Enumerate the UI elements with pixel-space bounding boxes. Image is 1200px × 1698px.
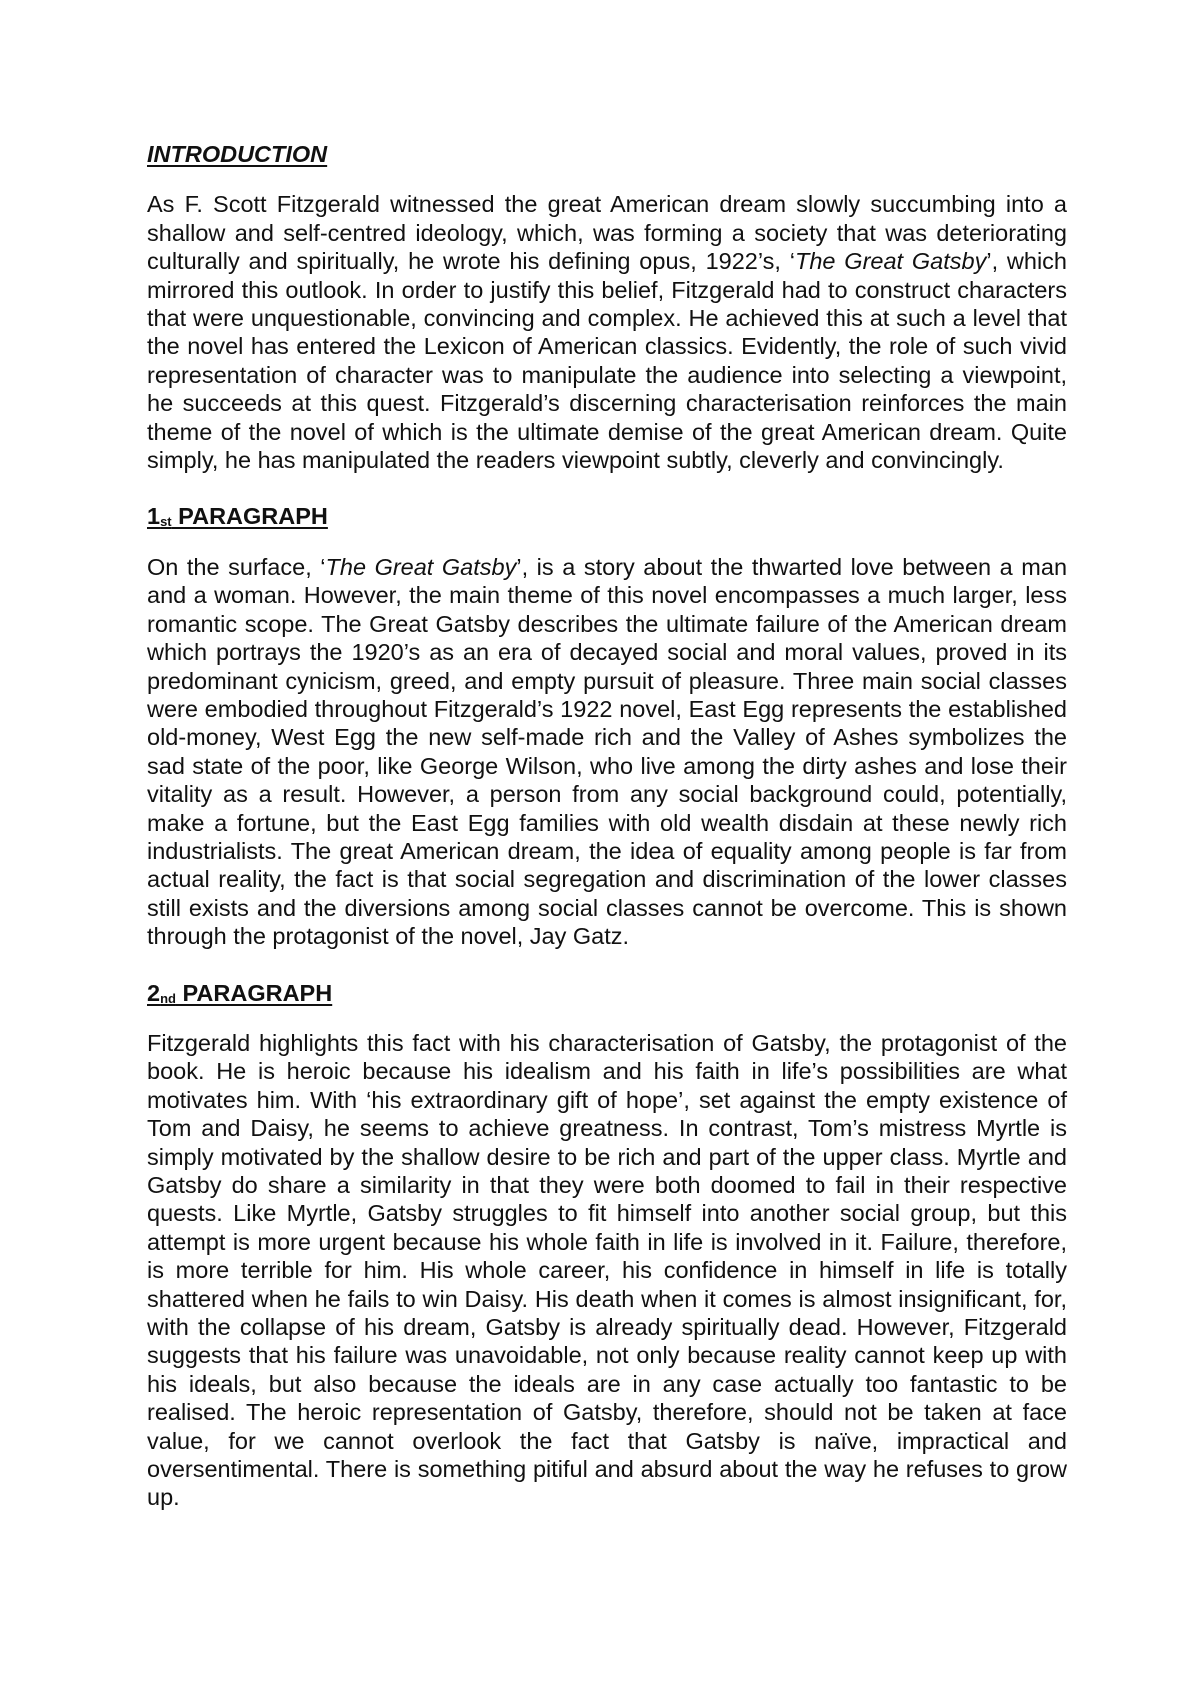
- introduction-paragraph: [147, 190, 1067, 474]
- introduction-text-2: ’, which mirrored this outlook. In order to justify this belief, Fitzgerald had to construct characters that were unquestionable, convincing and complex. He achieved this at such a level that the novel has entered the Lexicon of American classics. Evidently, the role of such vivid representation of character was to manipulate the audience into selecting a viewpoint, he succeeds at this quest. Fitzgerald’s discerning characterisation reinforces the main theme of the novel of which is the ultimate demise of the great American dream. Quite simply, he has manipulated the readers viewpoint subtly, cleverly and convincingly.: [147, 248, 1067, 474]
- book-title: The Great Gatsby: [325, 553, 517, 580]
- heading-first-paragraph: [147, 502, 1067, 530]
- heading-introduction: INTRODUCTION: [147, 141, 328, 167]
- second-paragraph: Fitzgerald highlights this fact with his characterisation of Gatsby, the protagonist of the book. He is heroic because his idealism and his faith in life’s possibilities are what motivates him. With ‘his extraordinary gift of hope’, set against the empty existence of Tom and Daisy, he seems to achieve greatness. In contrast, Tom’s mistress Myrtle is simply motivated by the shallow desire to be rich and part of the upper class. Myrtle and Gatsby do share a similarity in that they were both doomed to fail in their respective quests. Like Myrtle, Gatsby struggles to fit himself into another social group, but this attempt is more urgent because his whole faith in life is involved in it. Failure, therefore, is more terrible for him. His whole career, his confidence in himself in life is totally shattered when he fails to win Daisy. His death when it comes is almost insignificant, for, with the collapse of his dream, Gatsby is already spiritually dead. However, Fitzgerald suggests that his failure was unavoidable, not only because reality cannot keep up with his ideals, but also because the ideals are in any case actually too fantastic to be realised. The heroic representation of Gatsby, therefore, should not be taken at face value, for we cannot overlook the fact that Gatsby is naïve, impractical and oversentimental. There is something pitiful and absurd about the way he refuses to grow up.: [147, 1029, 1067, 1511]
- first-paragraph-text-1: On the surface, ‘: [147, 553, 326, 580]
- heading-number: 2: [147, 979, 161, 1006]
- heading-ordinal-suffix: nd: [160, 990, 176, 1006]
- first-paragraph-text-2: ’, is a story about the thwarted love between a man and a woman. However, the main theme of this novel encompasses a much larger, less romantic scope. The Great Gatsby describes the ultimate failure of the American dream which portrays the 1920’s as an era of decayed social and moral values, proved in its predominant cynicism, greed, and empty pursuit of pleasure. Three main social classes were embodied throughout Fitzgerald’s 1922 novel, East Egg represents the established old-money, West Egg the new self-made rich and the Valley of Ashes symbolizes the sad state of the poor, like George Wilson, who live among the dirty ashes and lose their vitality as a result. However, a person from any social background could, potentially, make a fortune, but the East Egg families with old wealth disdain at these newly rich industrialists. The great American dream, the idea of equality among people is far from actual reality, the fact is that social segregation and discrimination of the lower classes still exists and the diversions among social classes cannot be overcome. This is shown through the protagonist of the novel, Jay Gatz.: [147, 553, 1068, 950]
- first-paragraph: [147, 553, 1067, 951]
- book-title: The Great Gatsby: [795, 248, 987, 275]
- heading-label: PARAGRAPH: [171, 503, 328, 530]
- introduction-text-1: As F. Scott Fitzgerald witnessed the great American dream slowly succumbing into a shallow and self-centred ideology, which, was forming a society that was deteriorating culturally and spiritually, he wrote his defining opus, 1922’s, ‘: [147, 191, 1067, 275]
- heading-ordinal-suffix: st: [160, 514, 172, 530]
- heading-second-paragraph: [147, 979, 1067, 1007]
- heading-number: 1: [147, 503, 161, 530]
- document-body: [147, 140, 1067, 1540]
- heading-label: PARAGRAPH: [175, 979, 333, 1006]
